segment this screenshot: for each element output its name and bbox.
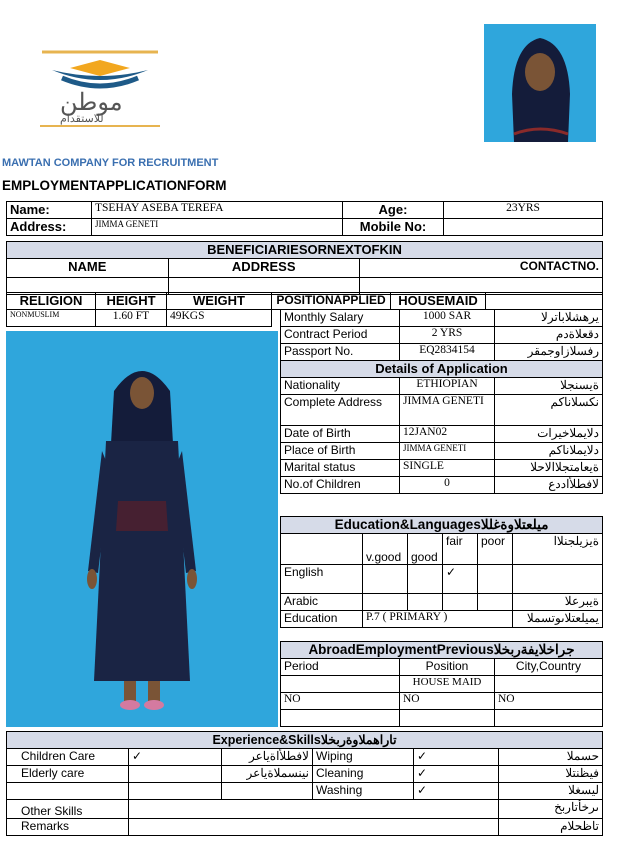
level-poor: poor bbox=[478, 534, 513, 565]
education-title: Education&Languagesميلعتلاوةغللا bbox=[281, 517, 603, 534]
details-value: JIMMA GENETI bbox=[400, 443, 495, 460]
remarks-arabic: تاظحلام bbox=[499, 819, 603, 836]
age-value: 23YRS bbox=[444, 202, 603, 219]
contract-arabic: يرهشلاباترلا bbox=[495, 310, 603, 327]
weight-label: WEIGHT bbox=[167, 293, 272, 310]
education-value: P.7 ( PRIMARY ) bbox=[363, 611, 513, 628]
level-fair: fair bbox=[443, 534, 478, 565]
height-label: HEIGHT bbox=[96, 293, 167, 310]
address-label: Address: bbox=[7, 219, 92, 236]
abroad-no-3: NO bbox=[495, 693, 603, 710]
contract-label: Contract Period bbox=[281, 327, 400, 344]
abroad-period-label: Period bbox=[281, 659, 400, 676]
details-arabic: نكسلاناكم bbox=[495, 395, 603, 426]
details-value: JIMMA GENETI bbox=[400, 395, 495, 426]
english-fair-check: ✓ bbox=[443, 565, 478, 594]
abroad-title: AbroadEmploymentPreviousجراخلايفةربخلا bbox=[281, 642, 603, 659]
beneficiary-address-header: ADDRESS bbox=[168, 259, 359, 278]
contract-table bbox=[280, 309, 603, 494]
details-label: Nationality bbox=[281, 378, 400, 395]
applicant-full-photo bbox=[6, 331, 278, 727]
details-label: Place of Birth bbox=[281, 443, 400, 460]
name-label: Name: bbox=[7, 202, 92, 219]
contract-value: 2 YRS bbox=[400, 327, 495, 344]
other-skills-arabic: ىرخأتاربخ bbox=[499, 800, 603, 819]
details-arabic: ةيسنجلا bbox=[495, 378, 603, 395]
weight-value: 49KGS bbox=[167, 310, 272, 327]
abroad-position-value: HOUSE MAID bbox=[400, 676, 495, 693]
level-good: good bbox=[408, 534, 443, 565]
position-value: HOUSEMAID bbox=[391, 293, 486, 310]
details-label: Date of Birth bbox=[281, 426, 400, 443]
details-title: Details of Application bbox=[281, 361, 603, 378]
arabic-arabic: ةيبرعلا bbox=[513, 594, 603, 611]
beneficiary-contact-header: CONTACTNO. bbox=[359, 259, 602, 278]
details-row bbox=[281, 477, 603, 494]
details-arabic: ةيعامتجلاالاحلا bbox=[495, 460, 603, 477]
skill-right-arabic: فيظنتلا bbox=[499, 766, 603, 783]
contract-arabic: رفسلازاوجمقر bbox=[495, 344, 603, 361]
skill-row bbox=[7, 749, 603, 766]
skill-left-arabic bbox=[222, 783, 313, 800]
abroad-no-2: NO bbox=[400, 693, 495, 710]
skill-right-check: ✓ bbox=[414, 749, 499, 766]
skill-left-arabic: لافطلأاةياعر bbox=[222, 749, 313, 766]
skill-row bbox=[7, 783, 603, 800]
abroad-no-1: NO bbox=[281, 693, 400, 710]
abroad-table bbox=[280, 641, 603, 727]
details-value: 12JAN02 bbox=[400, 426, 495, 443]
details-arabic: لافطلأاددع bbox=[495, 477, 603, 494]
details-label: No.of Children bbox=[281, 477, 400, 494]
applicant-portrait-photo bbox=[484, 24, 596, 142]
contract-label: Passport No. bbox=[281, 344, 400, 361]
applicant-info-table bbox=[6, 201, 603, 236]
age-label: Age: bbox=[343, 202, 444, 219]
abroad-city-label: City,Country bbox=[495, 659, 603, 676]
details-arabic: دلايملاناكم bbox=[495, 443, 603, 460]
skill-right-arabic: ليسغلا bbox=[499, 783, 603, 800]
level-vgood: v.good bbox=[363, 534, 408, 565]
skill-left-check bbox=[129, 783, 222, 800]
contract-label: Monthly Salary bbox=[281, 310, 400, 327]
company-logo bbox=[30, 48, 190, 138]
contract-row bbox=[281, 344, 603, 361]
skill-left-arabic: نينسملاةياعر bbox=[222, 766, 313, 783]
details-row bbox=[281, 426, 603, 443]
name-value: TSEHAY ASEBA TEREFA bbox=[92, 202, 343, 219]
language-arabic-label: ةيزيلجنلاا bbox=[513, 534, 603, 565]
details-row bbox=[281, 443, 603, 460]
skill-right-arabic: حسملا bbox=[499, 749, 603, 766]
logo-arabic-sub: للاستقدام bbox=[60, 113, 104, 125]
religion-label: RELIGION bbox=[7, 293, 96, 310]
skill-row bbox=[7, 766, 603, 783]
details-arabic: دلايملاخيرات bbox=[495, 426, 603, 443]
beneficiaries-title: BENEFICIARIESORNEXTOFKIN bbox=[7, 242, 603, 259]
height-value: 1.60 FT bbox=[96, 310, 167, 327]
other-skills-label: Other Skills bbox=[7, 800, 129, 819]
skill-right-label: Wiping bbox=[313, 749, 414, 766]
details-label: Complete Address bbox=[281, 395, 400, 426]
mobile-label: Mobile No: bbox=[343, 219, 444, 236]
abroad-position-label: Position bbox=[400, 659, 495, 676]
skill-right-check: ✓ bbox=[414, 766, 499, 783]
logo-arabic-name: موطن bbox=[60, 89, 123, 116]
english-label: English bbox=[281, 565, 363, 594]
skill-left-label: Elderly care bbox=[7, 766, 129, 783]
details-row bbox=[281, 395, 603, 426]
arabic-label: Arabic bbox=[281, 594, 363, 611]
contract-value: 1000 SAR bbox=[400, 310, 495, 327]
skills-table bbox=[6, 731, 603, 836]
education-label: Education bbox=[281, 611, 363, 628]
beneficiaries-table bbox=[6, 241, 603, 295]
beneficiary-name-header: NAME bbox=[7, 259, 169, 278]
skill-left-check bbox=[129, 766, 222, 783]
mobile-value bbox=[444, 219, 603, 236]
contract-value: EQ2834154 bbox=[400, 344, 495, 361]
skill-right-check: ✓ bbox=[414, 783, 499, 800]
skill-left-check: ✓ bbox=[129, 749, 222, 766]
details-row bbox=[281, 460, 603, 477]
details-value: SINGLE bbox=[400, 460, 495, 477]
remarks-label: Remarks bbox=[7, 819, 129, 836]
details-label: Marital status bbox=[281, 460, 400, 477]
details-value: 0 bbox=[400, 477, 495, 494]
contract-arabic: دقعلاةدم bbox=[495, 327, 603, 344]
form-title: EMPLOYMENTAPPLICATIONFORM bbox=[2, 178, 227, 193]
contract-row bbox=[281, 310, 603, 327]
skill-right-label: Cleaning bbox=[313, 766, 414, 783]
skills-title: Experience&Skillsتاراهملاوةربخلا bbox=[7, 732, 603, 749]
address-value: JIMMA GENETI bbox=[92, 219, 343, 236]
details-value: ETHIOPIAN bbox=[400, 378, 495, 395]
company-name: MAWTAN COMPANY FOR RECRUITMENT bbox=[2, 157, 219, 169]
position-label: POSITIONAPPLIED bbox=[272, 293, 391, 310]
contract-row bbox=[281, 327, 603, 344]
skill-left-label: Children Care bbox=[7, 749, 129, 766]
education-arabic: يميلعتلاىوتسملا bbox=[513, 611, 603, 628]
details-row bbox=[281, 378, 603, 395]
religion-value: NONMUSLIM bbox=[7, 310, 96, 327]
skill-left-label bbox=[7, 783, 129, 800]
education-table bbox=[280, 516, 603, 628]
skill-right-label: Washing bbox=[313, 783, 414, 800]
